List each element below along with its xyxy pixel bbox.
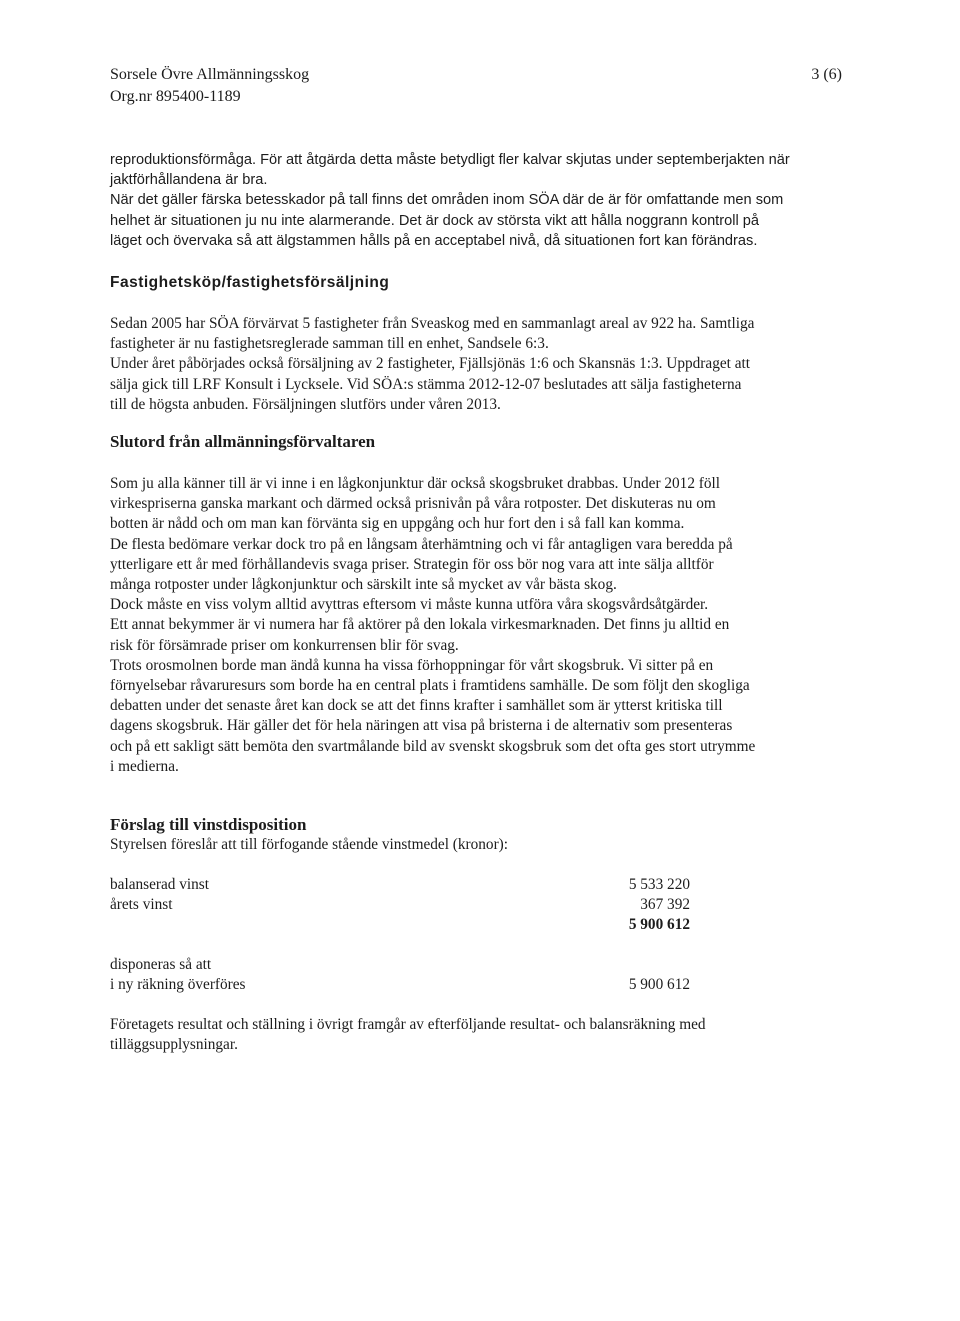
text-line: läget och övervaka så att älgstammen hålls på en acceptabel nivå, då situationen fort kan förändras. xyxy=(110,232,758,249)
table-row xyxy=(110,955,690,975)
intro-section xyxy=(110,150,850,251)
table-row-total xyxy=(110,915,690,935)
text-line: Under året påbörjades också försäljning av 2 fastigheter, Fjällsjönäs 1:6 och Skansnäs 1:3. Uppdraget att xyxy=(110,355,750,373)
dispose-label: disponeras så att xyxy=(110,956,212,973)
fastighet-section xyxy=(110,314,850,415)
text-line: Som ju alla känner till är vi inne i en lågkonjunktur där också skogsbruket drabbas. Under 2012 föll xyxy=(110,475,721,492)
text-line: i medierna. xyxy=(110,757,179,775)
heading-fastighet: Fastighetsköp/fastighetsförsäljning xyxy=(110,274,390,291)
text-line: ytterligare ett år med förhållandevis svaga priser. Strategin för oss bör nog vara att inte sälja alltför xyxy=(110,555,714,573)
row-amount: 5 533 220 xyxy=(628,876,690,893)
org-name: Sorsele Övre Allmänningsskog xyxy=(110,66,310,83)
text-line: jaktförhållandena är bra. xyxy=(110,172,268,189)
text-line: och på ett sakligt sätt bemöta den svartmålande bild av svenskt skogsbruk som det ofta ges stort utrymme xyxy=(110,737,756,755)
closing-section xyxy=(110,1015,850,1055)
total-amount: 5 900 612 xyxy=(628,916,690,934)
page-header xyxy=(110,64,842,108)
text-line: risk för försämrade priser om konkurrensen blir för svag. xyxy=(110,636,459,654)
text-line: tilläggsupplysningar. xyxy=(110,1036,238,1054)
text-line: dagens skogsbruk. Här gäller det för hela näringen att visa på bristerna i de alternativ som presenteras xyxy=(110,717,733,735)
heading-vinst: Förslag till vinstdisposition xyxy=(110,815,307,834)
row-amount: 367 392 xyxy=(640,896,690,914)
text-line: helhet är situationen ju nu inte alarmerande. Det är dock av största vikt att hålla noggrann kontroll på xyxy=(110,212,759,229)
row-amount: 5 900 612 xyxy=(628,976,690,994)
text-line: Styrelsen föreslår att till förfogande stående vinstmedel (kronor): xyxy=(110,836,509,853)
row-label: balanserad vinst xyxy=(110,876,209,893)
text-line: reproduktionsförmåga. För att åtgärda detta måste betydligt fler kalvar skjutas under septemberjakten när xyxy=(110,152,790,168)
org-number: Org.nr 895400-1189 xyxy=(110,88,241,105)
text-line: fastigheter är nu fastighetsreglerade samman till en enhet, Sandsele 6:3. xyxy=(110,335,549,353)
dispose-table xyxy=(110,955,690,995)
text-line: Sedan 2005 har SÖA förvärvat 5 fastigheter från Sveaskog med en sammanlagt areal av 922 ha. Samtliga xyxy=(110,315,755,332)
text-line: Ett annat bekymmer är vi numera har få aktörer på den lokala virkesmarknaden. Det finns ju alltid en xyxy=(110,616,730,634)
text-line: Trots orosmolnen borde man ändå kunna ha vissa förhoppningar för vårt skogsbruk. Vi sitter på en xyxy=(110,656,714,674)
vinst-intro xyxy=(110,835,850,855)
slutord-section xyxy=(110,474,850,777)
vinst-table xyxy=(110,875,690,936)
table-row xyxy=(110,895,690,915)
text-line: När det gäller färska betesskador på tall finns det områden inom SÖA där de är för omfattande men som xyxy=(110,192,784,209)
text-line: Företagets resultat och ställning i övrigt framgår av efterföljande resultat- och balansräkning med xyxy=(110,1016,706,1033)
table-row xyxy=(110,875,690,895)
page-number: 3 (6) xyxy=(811,66,842,83)
text-line: förnyelsebar råvaruresurs som borde ha en central plats i framtidens samhälle. De som följt den skogliga xyxy=(110,677,750,695)
heading-slutord: Slutord från allmänningsförvaltaren xyxy=(110,432,376,451)
text-line: debatten under det senaste året kan dock se att det finns krafter i samhället som är ytterst kritiska till xyxy=(110,697,723,715)
text-line: botten är nådd och om man kan förvänta sig en uppgång och hur fort den i så fall kan komma. xyxy=(110,515,685,533)
text-line: sälja gick till LRF Konsult i Lycksele. Vid SÖA:s stämma 2012-12-07 beslutades att sälja fastigheterna xyxy=(110,375,742,393)
table-row xyxy=(110,975,690,995)
text-line: många rotposter under lågkonjunktur och särskilt inte så mycket av vår bästa skog. xyxy=(110,576,617,594)
text-line: Dock måste en viss volym alltid avyttras eftersom vi måste kunna utföra våra skogsvårdsåtgärder. xyxy=(110,596,709,614)
text-line: virkespriserna ganska markant och därmed också prisnivån på våra rotposter. Det diskuteras nu om xyxy=(110,495,716,513)
text-line: De flesta bedömare verkar dock tro på en långsam återhämtning och vi får antagligen vara beredda på xyxy=(110,535,733,553)
row-label: i ny räkning överföres xyxy=(110,976,246,994)
row-label: årets vinst xyxy=(110,896,173,914)
text-line: till de högsta anbuden. Försäljningen slutförs under våren 2013. xyxy=(110,395,501,413)
